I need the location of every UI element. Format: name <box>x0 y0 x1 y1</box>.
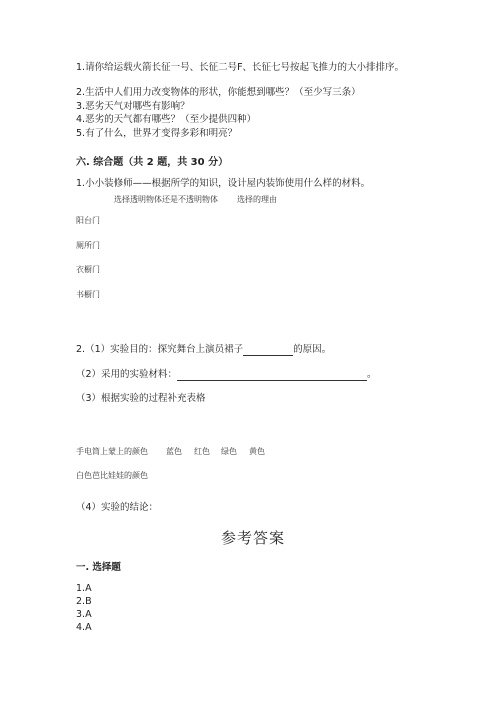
answer-item-3: 3.A <box>76 609 92 620</box>
question-1: 1.请你给运载火箭长征一号、长征二号F、长征七号按起飞推力的大小排排序。 <box>76 62 405 73</box>
row-label-flashlight-color: 手电筒上蒙上的颜色 <box>76 447 148 456</box>
color-red: 红色 <box>194 447 210 456</box>
row-label-doll-color: 白色芭比娃娃的颜色 <box>76 471 148 480</box>
answer-blank-1[interactable] <box>243 345 293 356</box>
table-col-header-transparency: 选择透明物体还是不透明物体 <box>114 195 218 204</box>
question-3: 3.恶劣天气对哪些有影响？ <box>76 101 190 112</box>
answers-section-heading: 一. 选择题 <box>76 562 121 573</box>
composite-question-2-part1 <box>76 344 331 356</box>
composite-question-2-part2 <box>76 369 377 381</box>
question-2: 2.生活中人们用力改变物体的形状，你能想到哪些？（至少写三条） <box>76 87 361 98</box>
composite-question-2-part3: （3）根据实验的过程补充表格 <box>76 393 206 404</box>
part2-prefix: （2）采用的实验材料： <box>76 369 178 380</box>
part1-suffix: 的原因。 <box>293 344 332 355</box>
row-label-balcony-door: 阳台门 <box>76 216 100 225</box>
row-label-wardrobe-door: 衣橱门 <box>76 265 100 274</box>
part2-suffix: 。 <box>367 369 377 380</box>
answer-item-2: 2.B <box>76 596 92 607</box>
part1-prefix: 2.（1）实验目的：探究舞台上演员裙子 <box>76 344 244 355</box>
section-6-heading: 六. 综合题（共 2 题，共 30 分） <box>76 157 229 168</box>
row-label-bookcase-door: 书橱门 <box>76 290 100 299</box>
question-4: 4.恶劣的天气都有哪些？（至少提供四种） <box>76 114 257 125</box>
composite-question-2-part4: （4）实验的结论： <box>76 502 159 513</box>
answers-title: 参考答案 <box>221 529 286 547</box>
answer-blank-2[interactable] <box>177 370 367 381</box>
question-5: 5.有了什么，世界才变得多彩和明亮？ <box>76 128 238 139</box>
answer-item-4: 4.A <box>76 622 92 633</box>
color-yellow: 黄色 <box>249 447 265 456</box>
color-blue: 蓝色 <box>166 447 182 456</box>
color-green: 绿色 <box>221 447 237 456</box>
composite-question-1: 1.小小装修师——根据所学的知识，设计屋内装饰使用什么样的材料。 <box>76 178 371 189</box>
answer-item-1: 1.A <box>76 583 92 594</box>
row-label-bathroom-door: 厕所门 <box>76 241 100 250</box>
table-col-header-reason: 选择的理由 <box>237 195 277 204</box>
